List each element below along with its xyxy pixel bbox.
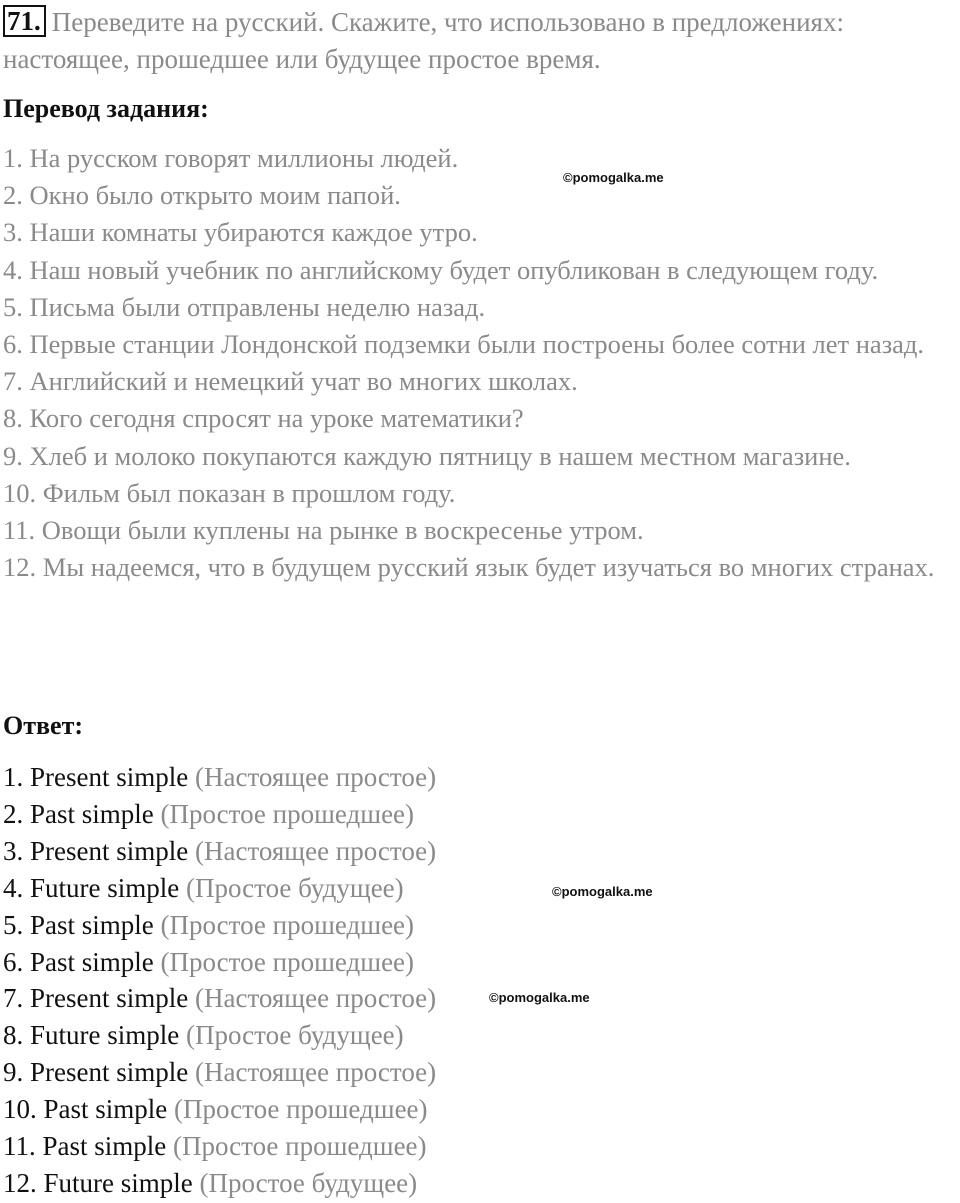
answer-tense: 3. Present simple [3, 835, 189, 866]
answer-item [3, 1054, 958, 1091]
watermark: ©pomogalka.me [563, 170, 664, 185]
answer-item [3, 870, 958, 907]
answer-tense-translation: (Настоящее простое) [194, 762, 437, 792]
translation-list [3, 140, 958, 586]
answer-item [3, 907, 958, 944]
translation-item: 3. Наши комнаты убираются каждое утро. [3, 217, 478, 248]
translation-item: 8. Кого сегодня спросят на уроке математики? [3, 403, 524, 434]
translation-item: 7. Английский и немецкий учат во многих школах. [3, 366, 578, 397]
answer-item [3, 1128, 958, 1165]
answer-item [3, 980, 958, 1017]
answer-tense: 4. Future simple [3, 872, 180, 903]
task-header [3, 4, 953, 78]
watermark: ©pomogalka.me [489, 990, 590, 1005]
answer-tense-translation: (Простое прошедшее) [174, 1094, 428, 1125]
answer-tense-translation: (Простое будущее) [199, 1167, 418, 1198]
answer-list [3, 759, 958, 1202]
answer-item [3, 759, 958, 796]
translation-item: 9. Хлеб и молоко покупаются каждую пятницу в нашем местном магазине. [3, 440, 851, 471]
answer-tense-translation: (Настоящее простое) [194, 1057, 437, 1088]
task-number-box: 71. [3, 5, 46, 37]
translation-item: 12. Мы надеемся, что в будущем русский язык будет изучаться во многих странах. [3, 552, 935, 583]
answer-tense: 7. Present simple [3, 983, 189, 1014]
answer-tense-translation: (Настоящее простое) [194, 835, 437, 866]
answer-tense-translation: (Настоящее простое) [194, 983, 437, 1014]
answer-tense: 1. Present simple [3, 762, 189, 792]
answer-tense: 11. Past simple [3, 1131, 167, 1162]
answer-heading: Ответ: [3, 711, 84, 740]
translation-item: 11. Овощи были куплены на рынке в воскресенье утром. [3, 515, 644, 546]
translation-item: 10. Фильм был показан в прошлом году. [3, 477, 456, 508]
answer-tense: 2. Past simple [3, 798, 154, 829]
translation-item: 5. Письма были отправлены неделю назад. [3, 291, 486, 322]
answer-item [3, 944, 958, 981]
answer-item [3, 1165, 958, 1202]
answer-tense: 6. Past simple [3, 946, 154, 977]
translation-item: 1. На русском говорят миллионы людей. [3, 143, 459, 173]
watermark: ©pomogalka.me [552, 884, 653, 899]
answer-tense-translation: (Простое будущее) [186, 872, 404, 903]
translation-item: 4. Наш новый учебник по английскому будет опубликован в следующем году. [3, 254, 879, 285]
answer-tense-translation: (Простое прошедшее) [173, 1131, 427, 1162]
translation-heading: Перевод задания: [3, 94, 209, 123]
translation-item: 6. Первые станции Лондонской подземки были построены более сотни лет назад. [3, 329, 925, 360]
answer-tense: 9. Present simple [3, 1057, 189, 1088]
answer-item [3, 833, 958, 870]
answer-tense-translation: (Простое прошедшее) [160, 946, 415, 977]
answer-item [3, 1091, 958, 1128]
translation-item: 2. Окно было открыто моим папой. [3, 180, 401, 211]
answer-item [3, 1017, 958, 1054]
answer-tense: 10. Past simple [3, 1094, 168, 1125]
answer-tense-translation: (Простое прошедшее) [160, 798, 415, 829]
answer-item [3, 796, 958, 833]
answer-tense-translation: (Простое прошедшее) [160, 909, 415, 940]
answer-tense: 8. Future simple [3, 1020, 180, 1051]
task-instruction: Переведите на русский. Скажите, что использовано в предложениях: настоящее, прошедшее или будущее простое время. [3, 7, 844, 74]
answer-tense-translation: (Простое будущее) [186, 1020, 404, 1051]
answer-tense: 5. Past simple [3, 909, 154, 940]
answer-tense: 12. Future simple [3, 1167, 193, 1198]
